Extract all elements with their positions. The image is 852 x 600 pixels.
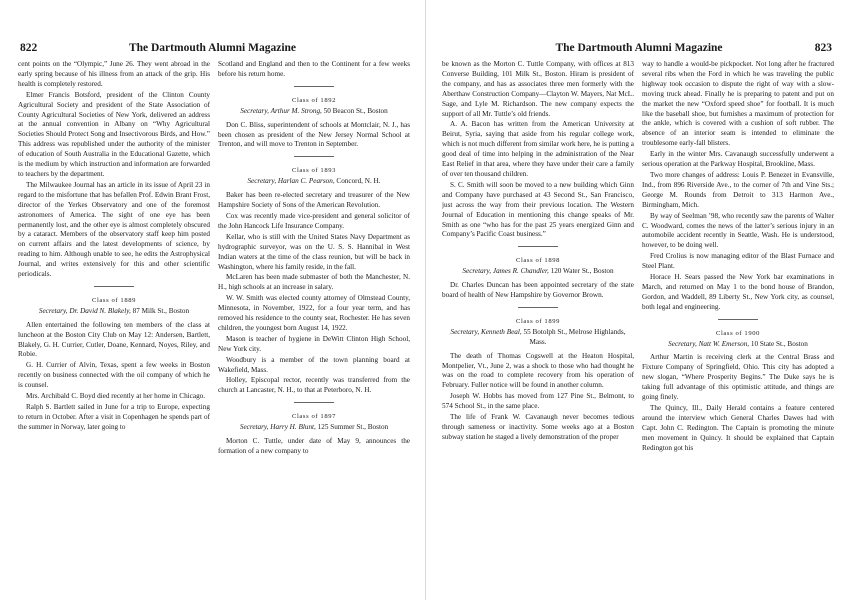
news-paragraph: cent points on the “Olympic,” June 26. They went abroad in the early spring because of his illness from an attack of the grip. His health is completely restored. bbox=[18, 60, 210, 88]
news-paragraph: Mason is teacher of hygiene in DeWitt Clinton High School, New York city. bbox=[218, 334, 410, 353]
news-paragraph: By way of Seelman ’98, who recently saw the parents of Walter C. Woodward, comes the news of the latter’s serious injury in an automobile accident recently in Seattle, Wash. He is understood, however, to be doing well. bbox=[642, 211, 834, 250]
class-secretary bbox=[218, 177, 410, 187]
news-paragraph: McLaren has been made submaster of both the Manchester, N. H., high schools at an increase in salary. bbox=[218, 273, 410, 292]
secretary-address: 87 Milk St., Boston bbox=[132, 306, 190, 315]
secretary-name: Secretary, Harlan C. Pearson, bbox=[247, 177, 335, 186]
secretary-address: Concord, N. H. bbox=[336, 177, 381, 186]
news-paragraph: Horace H. Sears passed the New York bar examinations in March, and returned on May 1 to the bond house of Brandon, Gordon, and Waddell, 89 Liberty St., New York city, as counsel, both legal and engineering. bbox=[642, 273, 834, 311]
text-column bbox=[218, 60, 410, 596]
news-paragraph: W. W. Smith was elected county attorney of Olmstead County, Minnesota, in November, 1922, for a four year term, and has removed his residence to the county seat, Rochester. He has seven children, the youngest born August 14, 1922. bbox=[218, 294, 410, 332]
news-paragraph: Kellar, who is still with the United States Navy Department as hydrographic surveyor, was on the U. S. S. Hannibal in West Indian waters at the time of the class reunion, but will be back in Washington, where his family reside, in the fall. bbox=[218, 232, 410, 271]
news-paragraph: The life of Frank W. Cavanaugh never becomes tedious through sameness or inactivity. Some weeks ago at a Boston subway station he staged a lively demonstration of the proper bbox=[442, 413, 634, 441]
page-header bbox=[20, 42, 405, 56]
class-secretary bbox=[442, 328, 634, 348]
section-divider bbox=[94, 286, 134, 287]
news-paragraph: Don C. Bliss, superintendent of schools at Montclair, N. J., has been chosen as president of the New Jersey Normal School at Trenton, and will move to Trenton in September. bbox=[218, 120, 410, 149]
class-heading: Class of 1898 bbox=[515, 257, 561, 265]
news-paragraph: Woodbury is a member of the town planning board at Wakefield, Mass. bbox=[218, 355, 410, 374]
section-divider bbox=[294, 156, 334, 157]
news-paragraph: Scotland and England and then to the Continent for a few weeks before his return home. bbox=[218, 60, 410, 78]
class-secretary bbox=[18, 307, 210, 317]
secretary-name: Secretary, Natt W. Emerson, bbox=[668, 339, 750, 348]
news-paragraph: Holley, Episcopal rector, recently was transferred from the church at Lancaster, N. H., to that at Peterboro, N. H. bbox=[218, 376, 410, 395]
news-paragraph: G. H. Currier of Alvin, Texas, spent a few weeks in Boston recently on business connected with the oil company of which he is counsel. bbox=[18, 361, 210, 390]
class-secretary bbox=[218, 107, 410, 117]
news-paragraph: be known as the Morton C. Tuttle Company, with offices at 813 Converse Building, 101 Milk St., Boston. Hiram is president of the company, and has as associates three men formerly with the Aberthaw Construction Company—Clayton W. Mayers, Nat McL. Sage, and Lyle M. Richardson. The new company expects the support of all Mr. Tuttle’s old friends. bbox=[442, 60, 634, 118]
text-column bbox=[442, 60, 634, 596]
news-paragraph: Mrs. Archibald C. Boyd died recently at her home in Chicago. bbox=[26, 392, 206, 401]
page-header bbox=[446, 42, 832, 56]
secretary-address: 55 Botolph St., Melrose Highlands, Mass. bbox=[523, 327, 626, 346]
text-column bbox=[642, 60, 834, 596]
class-heading: Class of 1897 bbox=[291, 413, 337, 421]
news-paragraph: Baker has been re-elected secretary and treasurer of the New Hampshire Society of Sons of the American Revolution. bbox=[218, 191, 410, 210]
news-paragraph: way to handle a would-be pickpocket. Not long after he fractured several ribs when the Ford in which he was traveling the public highway took occasion to dispute the right of way with a slow-moving truck ahead. Finally he is preparing to patent and put on the market the new “Oxford speed shoe” for football. It is much like the baseball shoe, but furnishes a maximum of protection for the ankle, which is covered with a cushion of soft rubber. The absence of an interior seam is intended to eliminate the troublesome early-fall blisters. bbox=[642, 60, 834, 148]
section-divider bbox=[518, 246, 558, 247]
class-heading: Class of 1900 bbox=[715, 329, 761, 337]
news-paragraph: Fred Crolius is now managing editor of the Blast Furnace and Steel Plant. bbox=[642, 252, 834, 271]
news-paragraph: Elmer Francis Botsford, president of the Clinton County Agricultural Society and president of the State Association of County Agricultural Societies of New York, delivered an address at the annual convention in Albany on “Why Agricultural Societies Should Protect Song and Insectivorous Birds, and How.” This address was republished under the authority of the minister of education of South Australia in the Educational Gazette, which is the medium by which instruction and information are forwarded to teachers by the department. bbox=[18, 90, 210, 178]
secretary-name: Secretary, Harry H. Blunt, bbox=[239, 423, 316, 432]
secretary-name: Secretary, Dr. David N. Blakely, bbox=[38, 306, 131, 315]
right-page bbox=[426, 0, 852, 600]
class-heading: Class of 1893 bbox=[291, 167, 337, 175]
class-heading: Class of 1899 bbox=[515, 317, 561, 325]
secretary-address: 120 Water St., Boston bbox=[550, 267, 614, 276]
class-heading: Class of 1889 bbox=[91, 296, 137, 304]
news-paragraph: Cox was recently made vice-president and general solicitor of the John Hancock Life Insurance Company. bbox=[218, 211, 410, 230]
news-paragraph: The Milwaukee Journal has an article in its issue of April 23 in regard to the misfortune that has befallen Prof. Edwin Brant Frost, director of the Yerkes Observatory and one of the foremost astronomers of America. The sight of one eye has been permanently lost, and the other eye is almost completely obscured by a cataract. Members of the observatory staff keep him posted on current affairs and the latest developments of science, by reading to him. Although unable to see, he edits the Astrophysical Journal, and writes extensively for this and other scientific periodicals. bbox=[18, 180, 210, 279]
section-divider bbox=[294, 86, 334, 87]
news-paragraph: Joseph W. Hobbs has moved from 127 Pine St., Belmont, to 574 School St., in the same place. bbox=[442, 392, 634, 411]
news-paragraph: Ralph S. Bartlett sailed in June for a trip to Europe, expecting to return in October. After a visit in Copenhagen he spends part of the summer in Norway, later going to bbox=[18, 403, 210, 431]
news-paragraph: A. A. Bacon has written from the American University at Beirut, Syria, saying that aside from his regular college work, which is not much different from similar work here, he is putting a good deal of time into helping in the administration of the Near East Relief in that area, where they have under their care a family of over ten thousand children. bbox=[442, 120, 634, 178]
news-paragraph: Morton C. Tuttle, under date of May 9, announces the formation of a new company to bbox=[218, 437, 410, 455]
news-paragraph: S. C. Smith will soon be moved to a new building which Ginn and Company have purchased at 43 Second St., San Francisco, just across the way from their previous location. The Western Journal of Education in mentioning this change speaks of Mr. Smith as one “who has for the past 25 years energized Ginn and Company’s Pacific Coast business.” bbox=[442, 180, 634, 239]
class-heading: Class of 1892 bbox=[291, 96, 337, 104]
secretary-address: 125 Summer St., Boston bbox=[317, 423, 389, 432]
news-paragraph: Allen entertained the following ten members of the class at luncheon at the Boston City Club on May 12: Andersen, Bartlett, Blakely, G. H. Currier, Cutler, Doane, Kennard, Noyes, Riley, and Robie. bbox=[18, 320, 210, 359]
class-secretary bbox=[218, 423, 410, 433]
page-number: 822 bbox=[20, 42, 38, 54]
news-paragraph: The Quincy, Ill., Daily Herald contains a feature centered around the interview which General Charles Dawes had with Capt. John C. Redington. The Captain is promoting the minute men movement in Quincy. It should be explained that Captain Redington got his bbox=[642, 404, 834, 452]
section-divider bbox=[294, 402, 334, 403]
secretary-address: 50 Beacon St., Boston bbox=[323, 106, 388, 115]
text-column bbox=[18, 60, 210, 596]
section-divider bbox=[518, 307, 558, 308]
running-title: The Dartmouth Alumni Magazine bbox=[555, 42, 723, 54]
secretary-name: Secretary, Kenneth Beal, bbox=[450, 327, 522, 336]
class-secretary bbox=[442, 267, 634, 277]
news-paragraph: Dr. Charles Duncan has been appointed secretary of the state board of health of New Hampshire by Governor Brown. bbox=[442, 281, 634, 300]
running-title: The Dartmouth Alumni Magazine bbox=[128, 42, 297, 54]
news-paragraph: The death of Thomas Cogswell at the Heaton Hospital, Montpelier, Vt., June 2, was a shock to those who had thought he was on the road to complete recovery from his operation of February. Fuller notice will be found in another column. bbox=[442, 351, 634, 390]
secretary-name: Secretary, James R. Chandler, bbox=[462, 267, 549, 276]
secretary-address: 10 State St., Boston bbox=[750, 339, 808, 348]
news-paragraph: Arthur Martin is receiving clerk at the Central Brass and Fixture Company of Springfield, Ohio. This city has adopted a new slogan, “Where Prosperity Begins.” The Duke says he is taking full advantage of this optimistic attitude, and things are going finely. bbox=[642, 353, 834, 402]
page-number: 823 bbox=[814, 42, 832, 54]
section-divider bbox=[718, 319, 758, 320]
news-paragraph: Early in the winter Mrs. Cavanaugh successfully underwent a serious operation at the Parkway Hospital, Brookline, Mass. bbox=[642, 150, 834, 169]
news-paragraph: Two more changes of address: Louis P. Benezet in Evansville, Ind., from 896 Riverside Ave., to the corner of 7th and Vine Sts.; George M. Rounds from Detroit to 313 Harmon Ave., Birmingham, Mich. bbox=[642, 170, 834, 209]
secretary-name: Secretary, Arthur M. Strong, bbox=[240, 106, 322, 115]
class-secretary bbox=[642, 340, 834, 350]
